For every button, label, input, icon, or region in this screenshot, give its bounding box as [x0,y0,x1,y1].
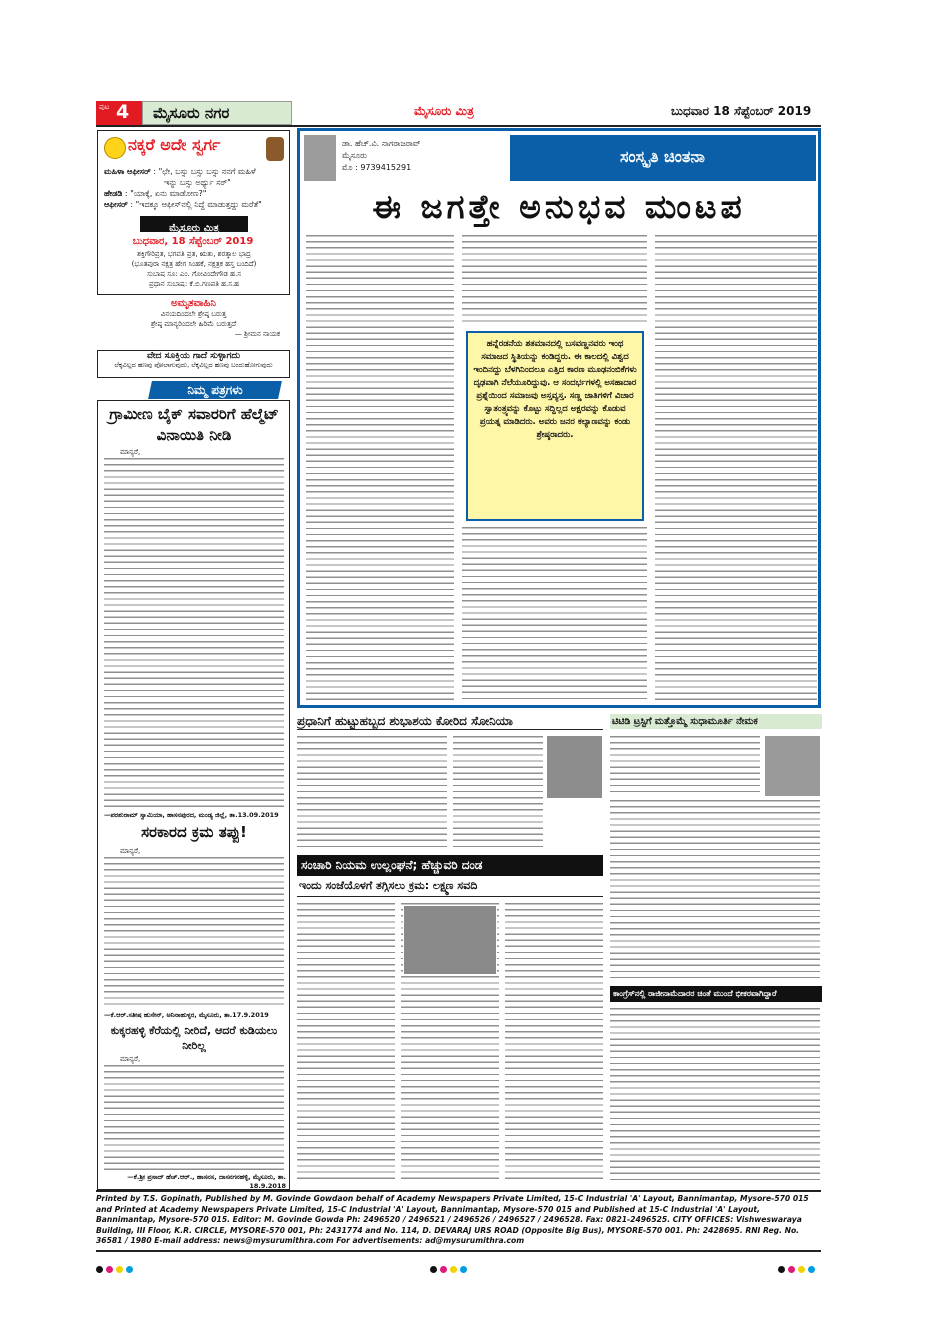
sonia-body-1 [297,736,447,848]
sudha-photo [765,736,820,796]
section-title: ಮೈಸೂರು ನಗರ [153,104,230,122]
letter-3-sign: —ಕೆ.ಶ್ರೀ ಪ್ರಸಾದ್ ಹೆಚ್.ಆರ್., ಹಾಸನಸ, ದಾಸನಗನಹಳ್ಳಿ, ಮೈಸೂರು, ತಾ. 18.9.2018 [127,1173,286,1190]
sudha-news [610,714,822,982]
vedasukti-text: ಲೆಕ್ಕವಿಲ್ಲದ ಹಣವು ಪೋಲಾಗುವುದು, ಲೆಕ್ಕವಿಲ್ಲದ ಹಣವು ಬಂದುಹೋಗುವುದು [114,361,273,369]
calendar-line: ಪ್ರಧಾನ ಸುಬಾಷ: ಕೆ.ಬಿ.ಗಣಪತಿ ಹ.ಸ.ಹ [148,280,240,288]
header-date: ಬುಧವಾರ 18 ಸೆಪ್ಟೆಂಬರ್ 2019 [671,104,812,118]
letter-2-title: ಸರಕಾರದ ಕ್ರಮ ತಪ್ಪು! [141,823,247,841]
sudha-title: ಟಿಟಿಡಿ ಟ್ರಸ್ಟಿಗೆ ಮತ್ತೊಮ್ಮೆ ಸುಧಾಮೂರ್ತಿ ನೇಮಕ [610,714,822,729]
dot-magenta [440,1266,447,1273]
dot-cyan [808,1266,815,1273]
author-name: ಡಾ. ಹೆಚ್.ವಿ. ನಾಗರಾಜರಾವ್ [342,139,421,148]
joke-line: ಆಫೀಸರ್ : "ಇದಕ್ಕೂ ಆಫೀಸ್‌ನಲ್ಲಿ ನಿದ್ದೆ ಮಾಡುತ್ತದ್ದು ಮರೆತೆ" [104,200,262,209]
vedasukti-box [97,350,290,378]
vedasukti-title: ವೇದ ಸೂಕ್ತಿಯ ಗಾದೆ ಸುಳ್ಳಾಗದು [146,351,241,361]
letter-2-salute: ಮಾನ್ಯರೆ, [120,847,141,855]
joke-title: ನಕ್ಕರೆ ಅದೇ ಸ್ವರ್ಗ [128,135,221,154]
letter-2-sign: —ಕೆ.ಆರ್.ಸತೀಷ ಹುಸೇನ್, ಅನಿನಾಹುಳ್ಳರ, ಮೈಸೂರು, ತಾ.17.9.2019 [104,1011,269,1019]
masthead-logo: ಮೈಸೂರು ಮಿತ್ರ [414,104,474,118]
letters-banner [148,381,282,399]
congress-news [610,986,822,1186]
letter-1-salute: ಮಾನ್ಯರೆ, [120,448,141,456]
page-header [96,101,821,125]
dot-cyan [460,1266,467,1273]
sudha-body-1 [610,736,760,796]
sonia-title: ಪ್ರಧಾನಿಗೆ ಹುಟ್ಟುಹಬ್ಬದ ಶುಭಾಶಯ ಕೋರಿದ ಸೋನಿಯಾ [297,714,603,730]
laugh-icon [104,137,126,159]
savadi-photo [403,905,497,975]
traffic-title-1: ಸಂಚಾರಿ ನಿಯಮ ಉಲ್ಲಂಘನೆ; ಹೆಚ್ಚುವರಿ ದಂಡ [297,855,603,876]
dot-black [430,1266,437,1273]
registration-dots-center [430,1258,470,1277]
letter-3-body [104,1065,284,1171]
sudha-body-2 [610,800,820,978]
letter-1-body [104,458,284,808]
calendar-lines [102,249,286,289]
calendar-line: (ಭೂತಪುರಾ ನಕ್ಷತ್ರ ಹೇಗ ಸಿಂಹಕೆ, ನಕ್ಷತ್ರಕ ಹಸ್ತ ಬಂದಿದೆ) [131,260,257,268]
joke-line: ಮಹಿಳಾ ಆಫೀಸರ್ : "ಛೇ, ಬಸ್ಸು ಬಸ್ಸು ಬಸ್ಸು ನನಗೆ ಮಹಿಳೆ [104,167,256,176]
article-column-2 [462,235,647,325]
letters-box [97,400,290,1190]
letter-2-body [104,857,284,1009]
letter-1-sign: —ಪರಶುರಾಮ್ ಸ್ವಾಮಿಯಾ, ಹಾಸನಪುರದ, ಮಂಡ್ಯ ಜಿಲ್ಲೆ, ತಾ.13.09.2019 [104,811,279,819]
registration-dots-right [778,1258,818,1277]
sonia-photo [547,736,602,798]
calendar-line: ಶಕ್ತಿಗೌರಿವ್ರತ, ಭಗವತಿ ವ್ರತ, ಋತು, ಶರತ್ಕಾಲ ಭಾದ್ರ [137,250,251,258]
sonia-news [297,714,603,852]
quote-author: — ಶ್ರೀಮನ ನಾಯಕ [234,330,280,338]
quote-line: ಶ್ರೇಷ್ಠ ಮಾನ್ಯರಿಂದಲೇ ಹಿರಿಮೆ ಬರುತ್ತದೆ [150,320,237,328]
dot-yellow [116,1266,123,1273]
letter-3-salute: ಮಾನ್ಯರೆ, [120,1055,141,1063]
congress-title: ಕಾಂಗ್ರೆಸ್‌ನಲ್ಲಿ ರಾಜೀನಾಮೆದಾರರ ಚಿಂತೆ ಮುಂದೆ ಭೀಕರವಾಗಿದ್ದಾರೆ [610,986,822,1002]
page-label: ಪುಟ [99,103,110,111]
author-photo [304,135,336,181]
letter-1-title: ಗ್ರಾಮೀಣ ಬೈಕ್ ಸವಾರರಿಗೆ ಹೆಲ್ಮೆಟ್ ವಿನಾಯಿತಿ ನೀಡಿ [109,405,279,444]
article-headline: ಈ ಜಗತ್ತೇ ಅನುಭವ ಮಂಟಪ [372,187,746,226]
footer-imprint: Printed by T.S. Gopinath, Published by M. Govinde Gowdaon behalf of Academy Newspapers Private Limited, 15-C Industrial 'A' Layout, Bannimantap, Mysore-570 015 and Printed at Academy Newspapers Private Limited, 15-C Industrial 'A' Layout, Bannimantap, Mysore-570 015 and Published at 15-C Industrial 'A' Layout, Bannimantap, Mysore-570 015. Editor: M. Govinde Gowda Ph: 2496520 / 2496521 / 2496526 / 2496527 / 2496528. Fax: 0821-2496525. CITY OFFICES: Vishweswaraya Building, III Floor, K.R. CIRCLE, MYSORE-570 001, Ph: 2431774 and No. 114, D. DEVARAJ URS ROAD (Opposite Big Bus), MYSORE-570 001. Ph: 2428695. RNI Reg. No. 36581 / 1980 E-mail address: news@mysurumithra.com For advertisements: ad@mysurumithra.com [96,1194,809,1245]
joke-paper-tag [140,216,248,232]
section-box [142,101,292,125]
column-banner [510,135,816,181]
calendar-line: ಸುಬಾಷ ಸೂ: ಎಂ. ಗೋವಿಂದೇಗೌಡ ಹ.ಸ [147,270,241,278]
calendar-date: ಬುಧವಾರ, 18 ಸೆಪ್ಟೆಂಬರ್ 2019 [132,236,254,247]
author-city: ಮೈಸೂರು [342,151,367,160]
traffic-title-2: ಇಂದು ಸಂಜೆಯೊಳಗೆ ತಗ್ಗಿಸಲು ಕ್ರಮ: ಲಕ್ಷ್ಮಣ ಸವದಿ [297,876,603,897]
pull-quote-text: ಹನ್ನೆರಡನೆಯ ಶತಮಾನದಲ್ಲಿ ಬಸವಣ್ಣನವರು ಇಂಥ ಸಮಾಜದ ಸ್ಥಿತಿಯನ್ನು ಕಂಡಿದ್ದರು. ಈ ಕಾಲದಲ್ಲಿ ವಿಶ್ವದ ಇಂದಿನದ್ದು ಬೆಳಗಿನಿಂದಲೂ ಎತ್ತಿದ ಕಾರಣ ಮೂಢನಂಬಿಕೆಗಳು ದೃಢವಾಗಿ ನೆಲೆಯೂರಿದ್ದುವು. ಆ ಸಂದರ್ಭಗಳಲ್ಲಿ ಅಸಹಾದಾರ ಪ್ರಶ್ನೆಯಿಂದ ಸಮಾಜವು ಅಸ್ತವ್ಯಸ್ತ. ಸಣ್ಣ ಜಾತಿಗಳಿಗೆ ವಿಚಾರ ಸ್ವಾತಂತ್ರ್ಯವನ್ನು ಕೊಟ್ಟು ಸದ್ದಿಲ್ಲದ ಅಕ್ಷರವನ್ನು ಕೊಡುವ ಪ್ರಯತ್ನ ಮಾಡಿದರು. ಅವರು ಜನರ ಕಲ್ಯಾಣವನ್ನು ಕಂಡು ಶ್ರೇಷ್ಠರಾದರು. [473,339,637,440]
congress-body [610,1008,820,1182]
dot-black [96,1266,103,1273]
registration-dots-left [96,1258,136,1277]
dot-black [778,1266,785,1273]
dot-magenta [788,1266,795,1273]
quote-line: ವಿನಯದಿಂದಲೇ ಶ್ರೇಷ್ಠ ಬರುತ್ತ [160,310,227,318]
dot-yellow [798,1266,805,1273]
footer-rule-bottom [96,1250,821,1252]
joke-lines [104,166,286,210]
traffic-body-3 [505,903,603,1181]
joke-box [97,130,290,295]
header-rule [96,125,821,127]
footer-rule [96,1190,821,1192]
page-number: 4 [116,101,130,123]
article-column-1 [306,235,454,701]
joke-line: ಇನ್ನು ಬಸ್ಸು ಅರ್ಥ್ಯು ಸರ್" [164,178,231,187]
sonia-body-2 [453,736,543,848]
quote-title: ಅಮೃತವಾಹಿನಿ [171,298,216,309]
article-column-3 [655,235,817,701]
author-phone: ಮೊ : 9739415291 [342,163,412,172]
letters-banner-text: ನಿಮ್ಮ ಪತ್ರಗಳು [187,383,243,397]
joke-paper-name: ಮೈಸೂರು ಮಿತ್ರ [169,223,219,234]
traffic-body-1 [297,903,395,1181]
cartoon-icon [266,137,284,161]
dot-yellow [450,1266,457,1273]
pull-quote-box [466,331,644,521]
quote-box [97,298,290,348]
article-box [297,128,821,708]
page-number-box [96,101,142,125]
joke-line: ಹೇಡಡಿ : "ಯಾಕ್ಕೆ, ಏನು ಮಾಡೋಣ?" [104,189,207,198]
article-column-2-lower [462,527,647,701]
dot-cyan [126,1266,133,1273]
column-title: ಸಂಸ್ಕೃತಿ ಚಿಂತನಾ [620,147,705,166]
letter-3-title: ಕುಕ್ಕರಹಳ್ಳಿ ಕೆರೆಯಲ್ಲಿ ನೀರಿದೆ, ಆದರೆ ಕುಡಿಯಲು ನೀರಿಲ್ಲ [110,1024,278,1052]
traffic-news [297,855,603,1185]
dot-magenta [106,1266,113,1273]
